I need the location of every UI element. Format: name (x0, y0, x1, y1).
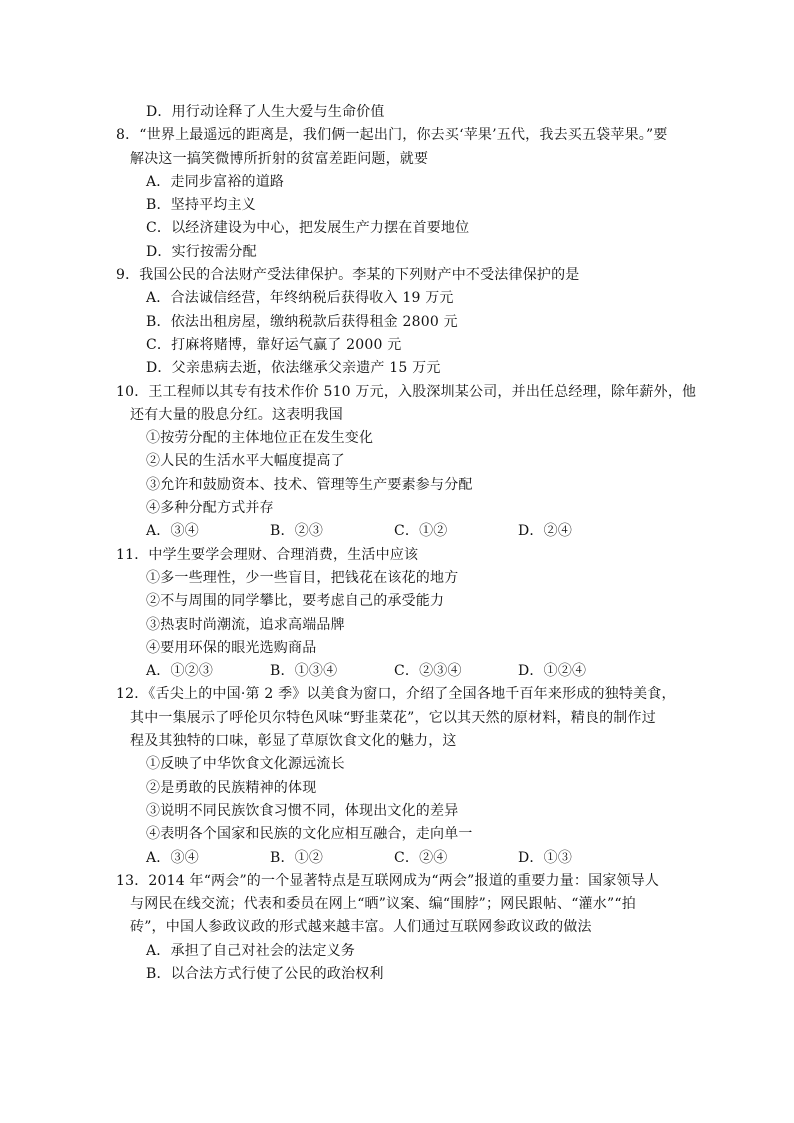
answer-option: ①反映了中华饮食文化源远流长 (146, 756, 345, 773)
question-text: 其中一集展示了呼伦贝尔特色风味“野韭菜花”，它以其天然的原材料，精良的制作过 (130, 709, 656, 726)
answer-choice: C．②③④ (394, 663, 462, 680)
answer-choice: B．①② (270, 849, 324, 866)
question-stem: 12．《舌尖上的中国·第 2 季》以美食为窗口，介绍了全国各地千百年来形成的独特美食， (116, 686, 676, 703)
question-text: 砖”，中国人参政议政的形式越来越丰富。人们通过互联网参政议政的做法 (130, 919, 592, 936)
answer-option: ①按劳分配的主体地位正在发生变化 (146, 430, 374, 447)
question-stem: 11．中学生要学会理财、合理消费，生活中应该 (116, 546, 419, 563)
answer-option: ②不与周围的同学攀比，要考虑自己的承受能力 (146, 593, 445, 610)
exam-page (0, 101, 794, 986)
answer-option: ③允许和鼓励资本、技术、管理等生产要素参与分配 (146, 476, 473, 493)
question-stem: 9．我国公民的合法财产受法律保护。李某的下列财产中不受法律保护的是 (116, 267, 580, 284)
answer-choice: A．①②③ (146, 663, 214, 680)
answer-option: ④表明各个国家和民族的文化应相互融合，走向单一 (146, 826, 473, 843)
answer-option: A．承担了自己对社会的法定义务 (146, 942, 356, 959)
answer-choice: A．③④ (146, 523, 199, 540)
answer-choice: C．②④ (394, 849, 448, 866)
answer-option: B．依法出租房屋，缴纳税款后获得租金 2800 元 (146, 313, 458, 330)
answer-option: ④多种分配方式并存 (146, 500, 274, 517)
answer-choices-row (0, 660, 794, 683)
answer-option: ①多一些理性，少一些盲目，把钱花在该花的地方 (146, 569, 459, 586)
answer-option: B．坚持平均主义 (146, 197, 256, 214)
answer-choice: D．②④ (518, 523, 573, 540)
question-text: 解决这一搞笑微博所折射的贫富差距问题，就要 (130, 150, 429, 167)
answer-choices-row (0, 520, 794, 543)
answer-choice: D．①③ (518, 849, 573, 866)
answer-option: B．以合法方式行使了公民的政治权利 (146, 965, 384, 982)
answer-option: A．走同步富裕的道路 (146, 173, 285, 190)
answer-choice: C．①② (394, 523, 448, 540)
answer-choice: A．③④ (146, 849, 199, 866)
question-stem: 10．王工程师以其专有技术作价 510 万元，入股深圳某公司，并出任总经理，除年薪外，他 (116, 383, 697, 400)
answer-option: A．合法诚信经营，年终纳税后获得收入 19 万元 (146, 290, 454, 307)
answer-option: ③热衷时尚潮流，追求高端品牌 (146, 616, 345, 633)
answer-choices-row (0, 847, 794, 870)
answer-option: ②人民的生活水平大幅度提高了 (146, 453, 345, 470)
answer-option: ④要用环保的眼光选购商品 (146, 639, 317, 656)
question-stem: 13．2014 年“两会”的一个显著特点是互联网成为“两会”报道的重要力量：国家领导人 (116, 872, 660, 889)
answer-option: D．实行按需分配 (146, 243, 257, 260)
answer-option: C．以经济建设为中心，把发展生产力摆在首要地位 (146, 220, 470, 237)
answer-option: ②是勇敢的民族精神的体现 (146, 779, 317, 796)
answer-option: D．用行动诠释了人生大爱与生命价值 (146, 104, 385, 120)
question-text: 程及其独特的口味，彰显了草原饮食文化的魅力，这 (130, 733, 457, 750)
answer-option: ③说明不同民族饮食习惯不同，体现出文化的差异 (146, 802, 459, 819)
answer-option: C．打麻将赌博，靠好运气赢了 2000 元 (146, 336, 402, 353)
answer-choice: D．①②④ (518, 663, 587, 680)
question-text: 与网民在线交流；代表和委员在网上“晒”议案、编“围脖”；网民跟帖、“灌水”“拍 (130, 896, 636, 913)
question-stem: 8．“世界上最遥远的距离是，我们俩一起出门，你去买‘苹果’五代，我去买五袋苹果。”要 (116, 127, 668, 144)
question-text: 还有大量的股息分红。这表明我国 (130, 406, 343, 423)
answer-choice: B．②③ (270, 523, 324, 540)
answer-choice: B．①③④ (270, 663, 338, 680)
answer-option: D．父亲患病去逝，依法继承父亲遗产 15 万元 (146, 360, 441, 377)
